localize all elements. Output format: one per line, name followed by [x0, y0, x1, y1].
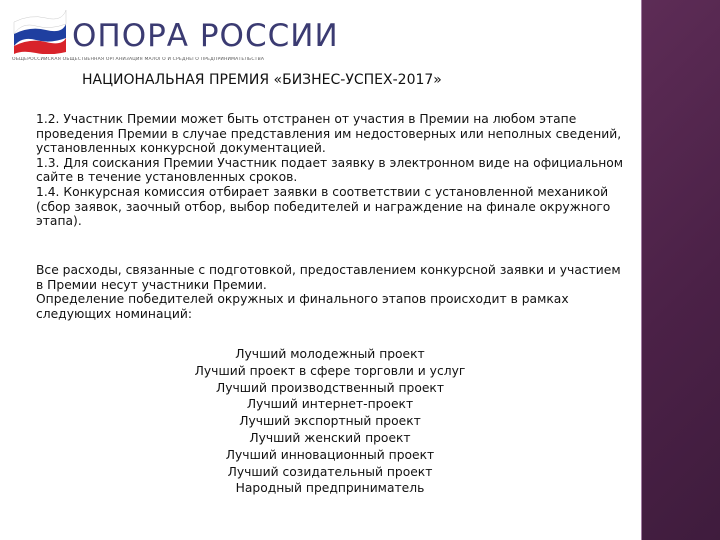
decorative-side-bar — [641, 0, 720, 540]
side-bar-divider — [641, 0, 642, 540]
rules-line: (сбор заявок, заочный отбор, выбор победителей и награждение на финале окружного — [36, 199, 611, 214]
nomination-item: Лучший инновационный проект — [225, 447, 435, 462]
rules-line: 1.2. Участник Премии может быть отстранен от участия в Премии на любом этапе — [36, 112, 577, 126]
logo-subtitle: ОБЩЕРОССИЙСКАЯ ОБЩЕСТВЕННАЯ ОРГАНИЗАЦИЯ МАЛОГО И СРЕДНЕГО ПРЕДПРИНИМАТЕЛЬСТВА — [12, 57, 265, 62]
expenses-line: Определение победителей окружных и финального этапов происходит в рамках — [36, 292, 569, 307]
nomination-item: Лучший производственный проект — [215, 380, 445, 395]
opora-logo — [12, 8, 339, 68]
expenses-line: Все расходы, связанные с подготовкой, предоставлением конкурсной заявки и участием — [36, 263, 621, 277]
rules-line: 1.3. Для соискания Премии Участник подает заявку в электронном виде на официальном — [36, 155, 624, 170]
logo-name: ОПОРА РОССИИ — [72, 18, 339, 54]
rules-line: установленных конкурсной документацией. — [36, 141, 326, 156]
nomination-item: Народный предприниматель — [235, 481, 425, 496]
nomination-item: Лучший проект в сфере торговли и услуг — [194, 363, 466, 378]
expenses-line: следующих номинаций: — [36, 306, 192, 321]
rules-line: этапа). — [36, 214, 82, 229]
page-title: НАЦИОНАЛЬНАЯ ПРЕМИЯ «БИЗНЕС-УСПЕХ-2017» — [82, 72, 442, 88]
nominations-list — [100, 346, 560, 497]
nomination-item: Лучший молодежный проект — [235, 347, 425, 361]
rules-paragraph — [36, 112, 636, 229]
nomination-item: Лучший интернет-проект — [246, 397, 414, 412]
nomination-item: Лучший созидательный проект — [227, 464, 433, 479]
nomination-item: Лучший экспортный проект — [239, 414, 421, 429]
expenses-paragraph — [36, 263, 636, 321]
rules-line: сайте в течение установленных сроков. — [36, 170, 298, 185]
nomination-item: Лучший женский проект — [249, 430, 411, 445]
rules-line: 1.4. Конкурсная комиссия отбирает заявки в соответствии с установленной механикой — [36, 184, 609, 199]
rules-line: проведения Премии в случае представления им недостоверных или неполных сведений, — [36, 126, 622, 141]
russian-flag-icon — [12, 8, 68, 54]
expenses-line: в Премии несут участники Премии. — [36, 277, 267, 292]
